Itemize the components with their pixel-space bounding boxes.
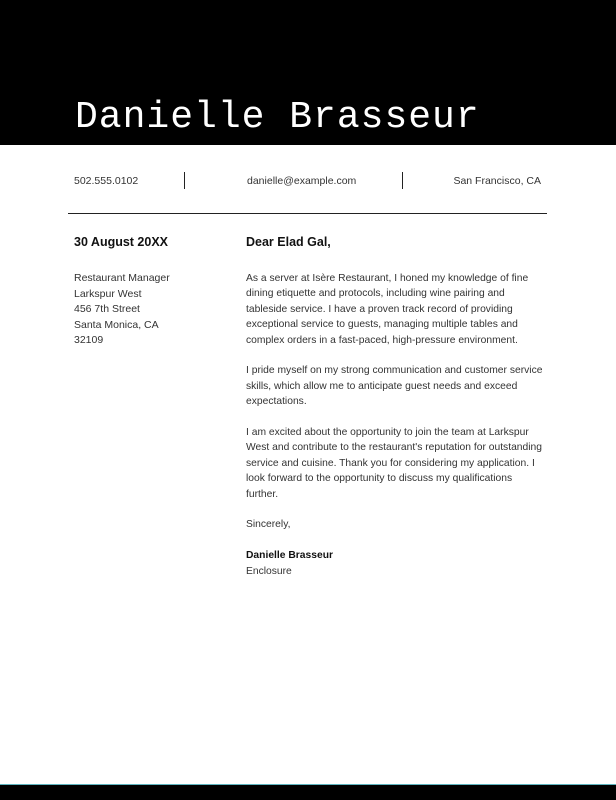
enclosure-note: Enclosure: [246, 565, 292, 577]
letter-body: [246, 271, 546, 579]
contact-divider: [184, 172, 185, 189]
letter-date: 30 August 20XX: [74, 235, 169, 249]
contact-phone: 502.555.0102: [74, 175, 139, 187]
header-banner: [0, 0, 616, 145]
contact-divider: [402, 172, 403, 189]
signature-name: Danielle Brasseur: [246, 550, 333, 562]
contact-email: danielle@example.com: [247, 175, 357, 187]
recipient-line: 32109: [74, 334, 104, 346]
recipient-line: Santa Monica, CA: [74, 318, 159, 331]
body-paragraph: I am excited about the opportunity to join the team at Larkspur West and contribute to the restaurant's reputation for outstanding service and cuisine. Thank you for considering my application. I look forward to the opportunity to discuss my qualifications further.: [246, 427, 542, 500]
recipient-line: Restaurant Manager: [74, 272, 170, 284]
applicant-name: Danielle Brasseur: [75, 96, 480, 139]
letter-closing: Sincerely,: [246, 519, 291, 531]
letter-greeting: Dear Elad Gal,: [246, 235, 331, 249]
contact-location: San Francisco, CA: [453, 175, 541, 187]
footer-bar: [0, 784, 616, 800]
body-paragraph: I pride myself on my strong communication and customer service skills, which allow me to anticipate guest needs and exceed expectations.: [246, 365, 543, 408]
recipient-line: Larkspur West: [74, 287, 142, 300]
header-divider: [68, 213, 547, 214]
body-paragraph: As a server at Isère Restaurant, I honed my knowledge of fine dining etiquette and protocols, including wine pairing and tableside service. I have a proven track record of providing exceptional service to guests, managing multiple tables and complex orders in a fast-paced, high-pressure environment.: [246, 273, 529, 346]
recipient-line: 456 7th Street: [74, 303, 140, 315]
recipient-address: [74, 271, 170, 349]
